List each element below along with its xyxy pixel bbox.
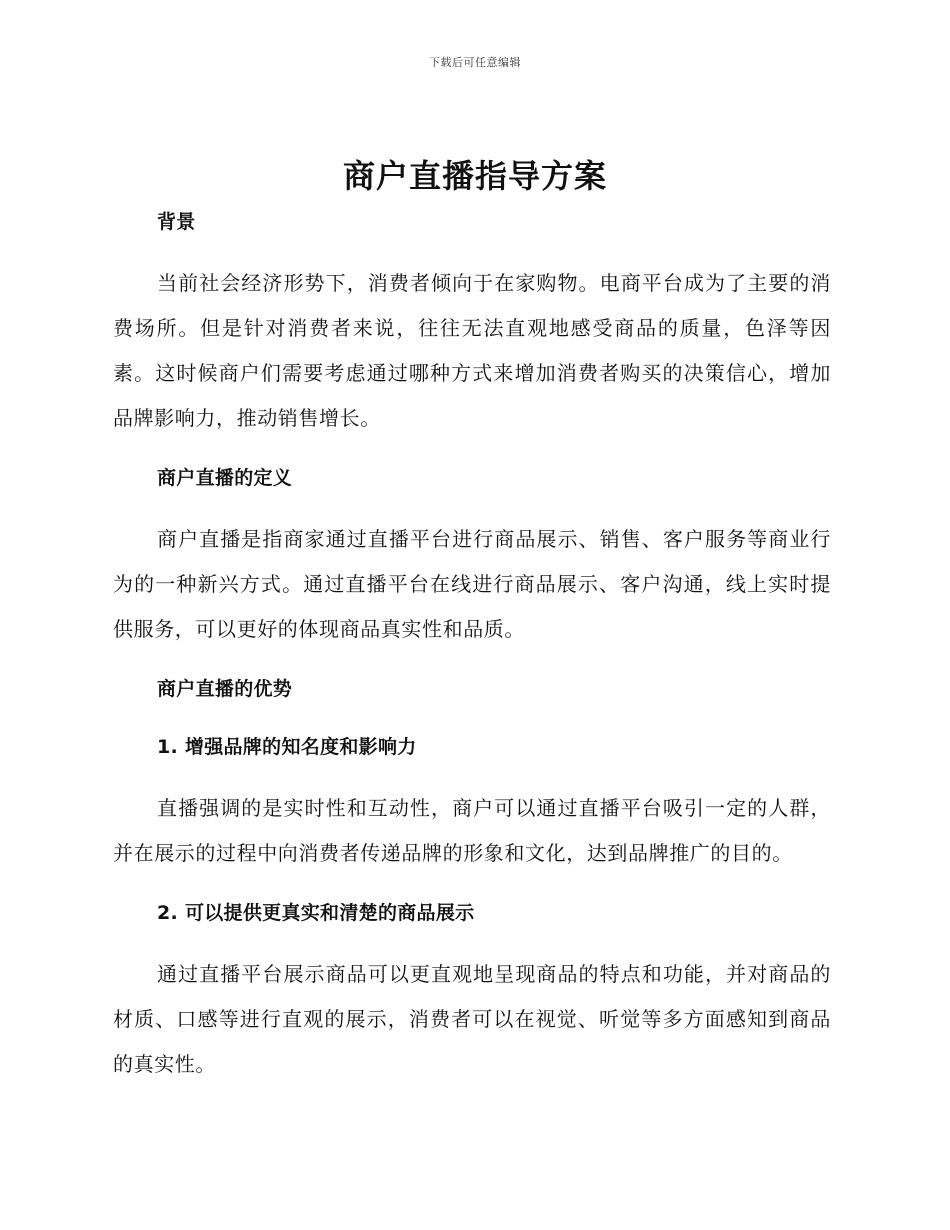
paragraph-definition: 商户直播是指商家通过直播平台进行商品展示、销售、客户服务等商业行为的一种新兴方式。通过直播平台在线进行商品展示、客户沟通，线上实时提供服务，可以更好的体现商品真实性和品质。 bbox=[113, 527, 831, 641]
section-heading-background: 背景 bbox=[157, 211, 196, 233]
subsection-heading-advantage-1: 1. 增强品牌的知名度和影响力 bbox=[157, 736, 417, 758]
paragraph-advantage-2: 通过直播平台展示商品可以更直观地呈现商品的特点和功能，并对商品的材质、口感等进行直观的展示，消费者可以在视觉、听觉等多方面感知到商品的真实性。 bbox=[113, 962, 831, 1076]
document-title: 商户直播指导方案 bbox=[342, 157, 607, 195]
page-header-note: 下载后可任意编辑 bbox=[429, 56, 521, 69]
section-heading-definition: 商户直播的定义 bbox=[157, 467, 293, 489]
section-heading-advantages: 商户直播的优势 bbox=[157, 678, 293, 700]
document-body bbox=[113, 203, 831, 1087]
subsection-heading-advantage-2: 2. 可以提供更真实和清楚的商品展示 bbox=[157, 902, 475, 924]
paragraph-background: 当前社会经济形势下，消费者倾向于在家购物。电商平台成为了主要的消费场所。但是针对消费者来说，往往无法直观地感受商品的质量，色泽等因素。这时候商户们需要考虑通过哪种方式来增加消费者购买的决策信心，增加品牌影响力，推动销售增长。 bbox=[113, 271, 831, 430]
paragraph-advantage-1: 直播强调的是实时性和互动性，商户可以通过直播平台吸引一定的人群，并在展示的过程中向消费者传递品牌的形象和文化，达到品牌推广的目的。 bbox=[113, 796, 831, 865]
